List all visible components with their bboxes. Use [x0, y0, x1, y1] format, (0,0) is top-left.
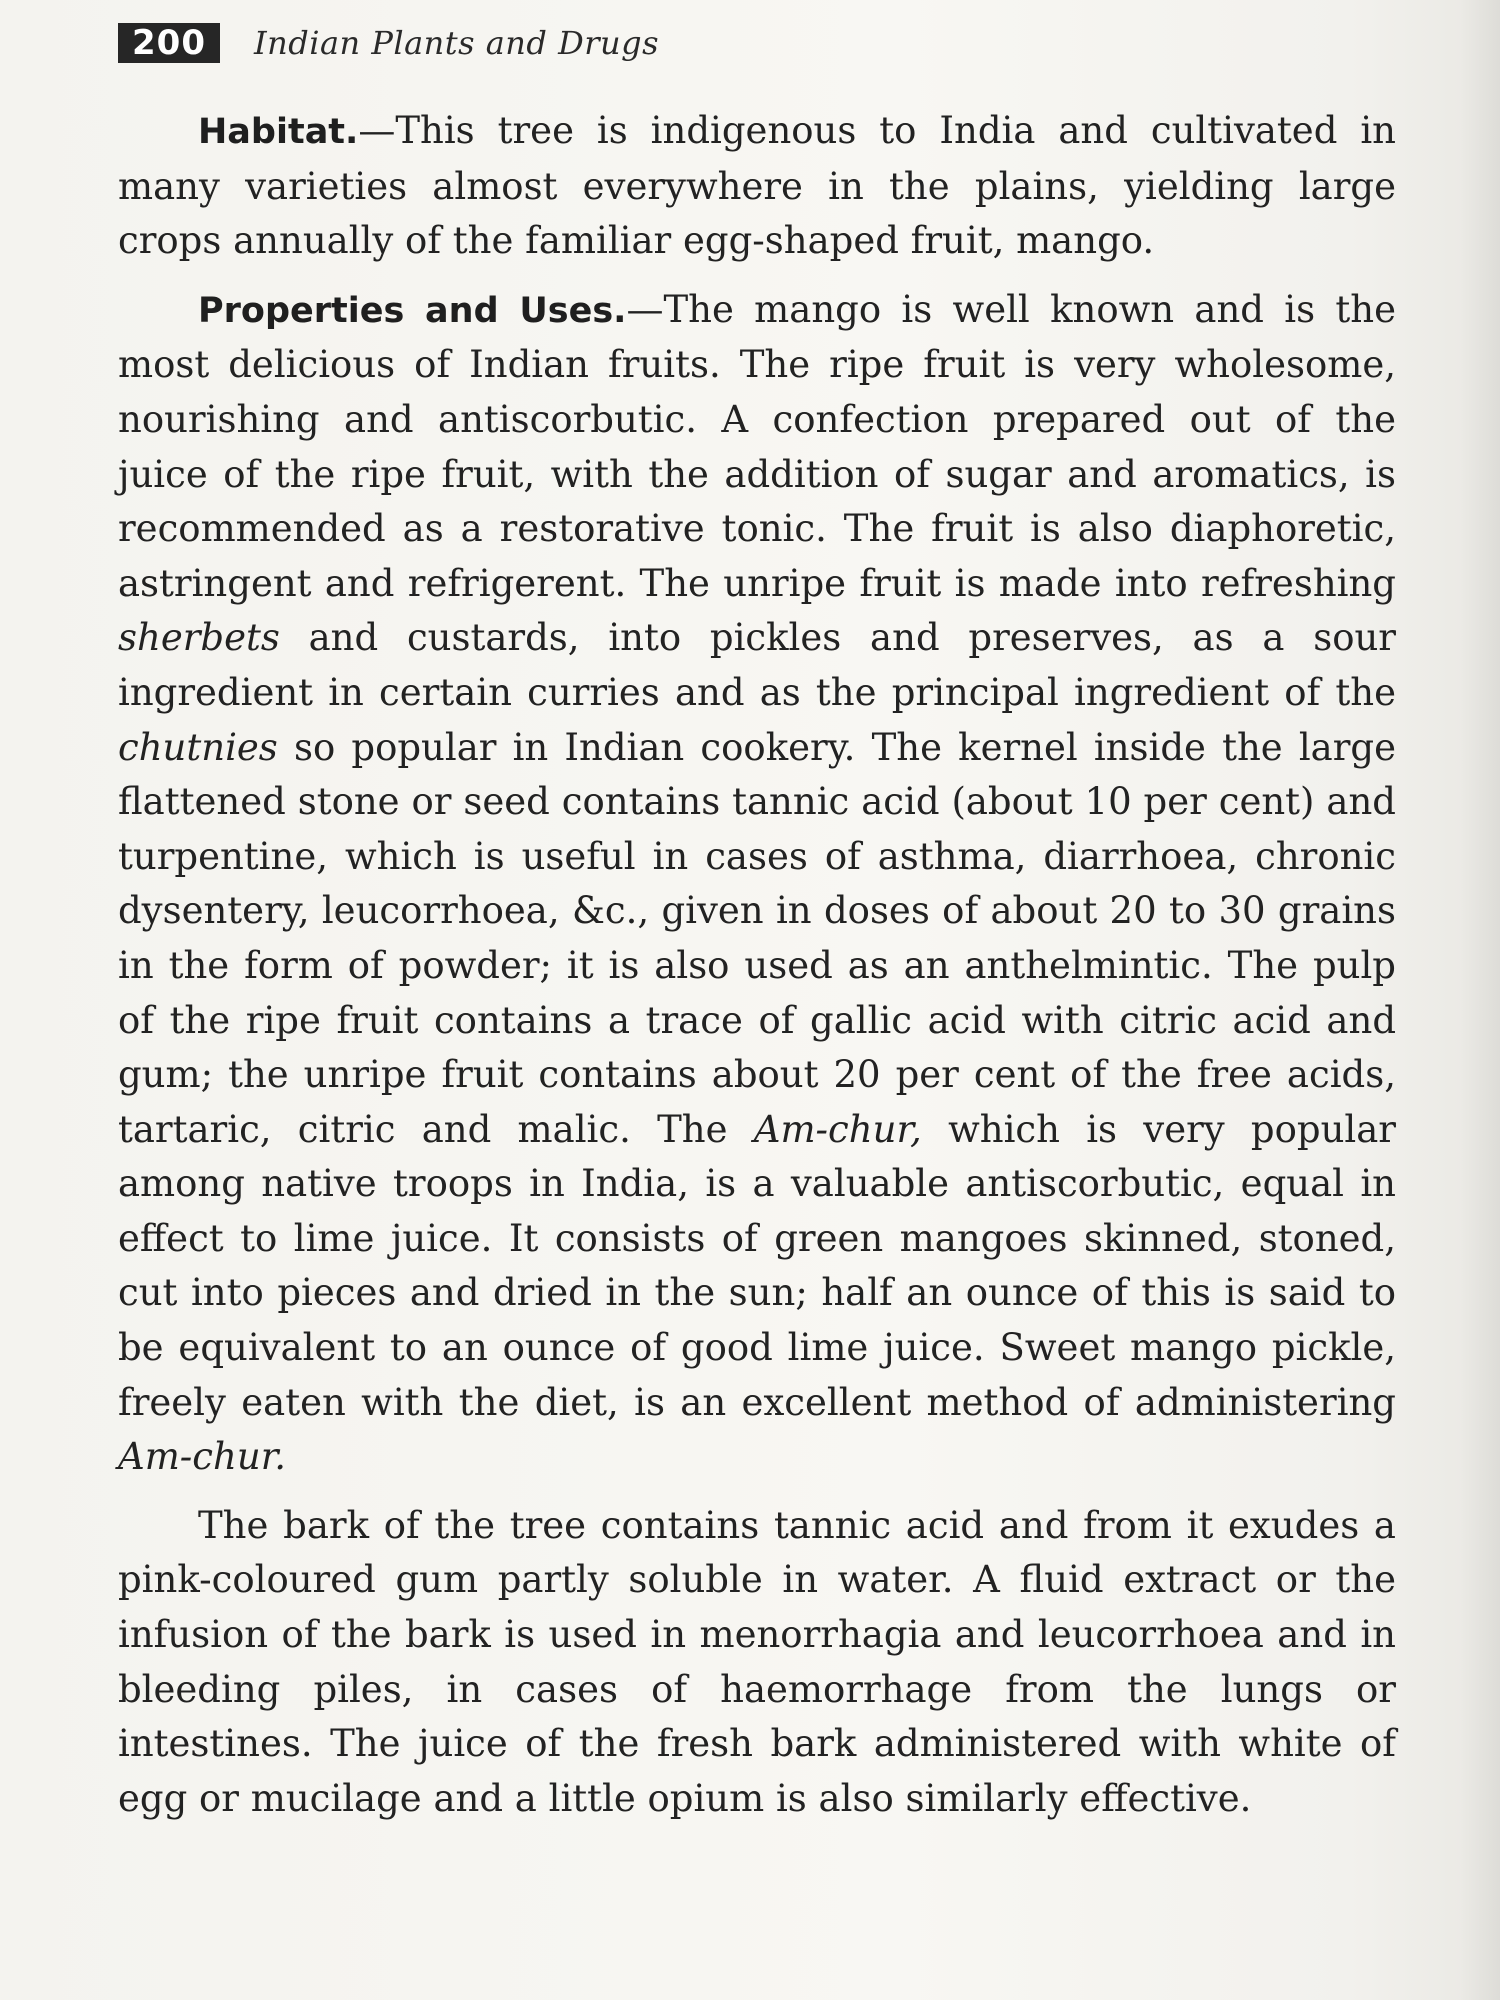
properties-italic-am-chur: Am-chur, — [753, 1107, 922, 1151]
running-title: Indian Plants and Drugs — [253, 24, 660, 62]
habitat-text: —This tree is indigenous to India and cultivated in many varieties almost everywhere in the plains, yielding large crops annually of the familiar egg-shaped fruit, mango. — [118, 109, 1396, 263]
properties-text-2: and custards, into pickles and preserves, as a sour ingredient in certain curries and as the principal ingredient of the — [118, 616, 1396, 714]
properties-italic-chutnies: chutnies — [118, 725, 278, 769]
habitat-paragraph — [118, 104, 1396, 269]
properties-label: Properties and Uses. — [198, 290, 627, 331]
page-header — [118, 22, 659, 64]
properties-text-1: —The mango is well known and is the most delicious of Indian fruits. The ripe fruit is very wholesome, nourishing and antiscorbutic. A confection prepared out of the juice of the ripe fruit, with the addition of sugar and aromatics, is recommended as a restorative tonic. The fruit is also diaphoretic, astringent and refrigerent. The unripe fruit is made into refreshing — [118, 287, 1396, 605]
page-edge-shadow — [1460, 0, 1500, 2000]
properties-text-4: which is very popular among native troops in India, is a valuable antiscorbutic, equal in effect to lime juice. It consists of green mangoes skinned, stoned, cut into pieces and dried in the sun; half an ounce of this is said to be equivalent to an ounce of good lime juice. Sweet mango pickle, freely eaten with the diet, is an excellent method of administering — [118, 1107, 1396, 1424]
body-text — [118, 104, 1396, 1826]
bark-text: The bark of the tree contains tannic acid and from it exudes a pink-coloured gum partly soluble in water. A fluid extract or the infusion of the bark is used in menorrhagia and leucorrhoea and in bleeding piles, in cases of haemorrhage from the lungs or intestines. The juice of the fresh bark administered with white of egg or mucilage and a little opium is also similarly effective. — [118, 1503, 1396, 1820]
page-number: 200 — [118, 23, 220, 63]
properties-text-3: so popular in Indian cookery. The kernel inside the large flattened stone or seed contains tannic acid (about 10 per cent) and turpentine, which is useful in cases of asthma, diarrhoea, chronic dysentery, leucorrhoea, &c., given in doses of about 20 to 30 grains in the form of powder; it is also used as an anthelmintic. The pulp of the ripe fruit contains a trace of gallic acid with citric acid and gum; the unripe fruit contains about 20 per cent of the free acids, tartaric, citric and malic. The — [118, 725, 1396, 1151]
properties-italic-am-chur-end: Am-chur. — [118, 1435, 287, 1479]
bark-paragraph — [118, 1499, 1396, 1827]
properties-paragraph — [118, 283, 1396, 1485]
properties-italic-sherbets: sherbets — [118, 616, 280, 660]
habitat-label: Habitat. — [198, 112, 359, 152]
